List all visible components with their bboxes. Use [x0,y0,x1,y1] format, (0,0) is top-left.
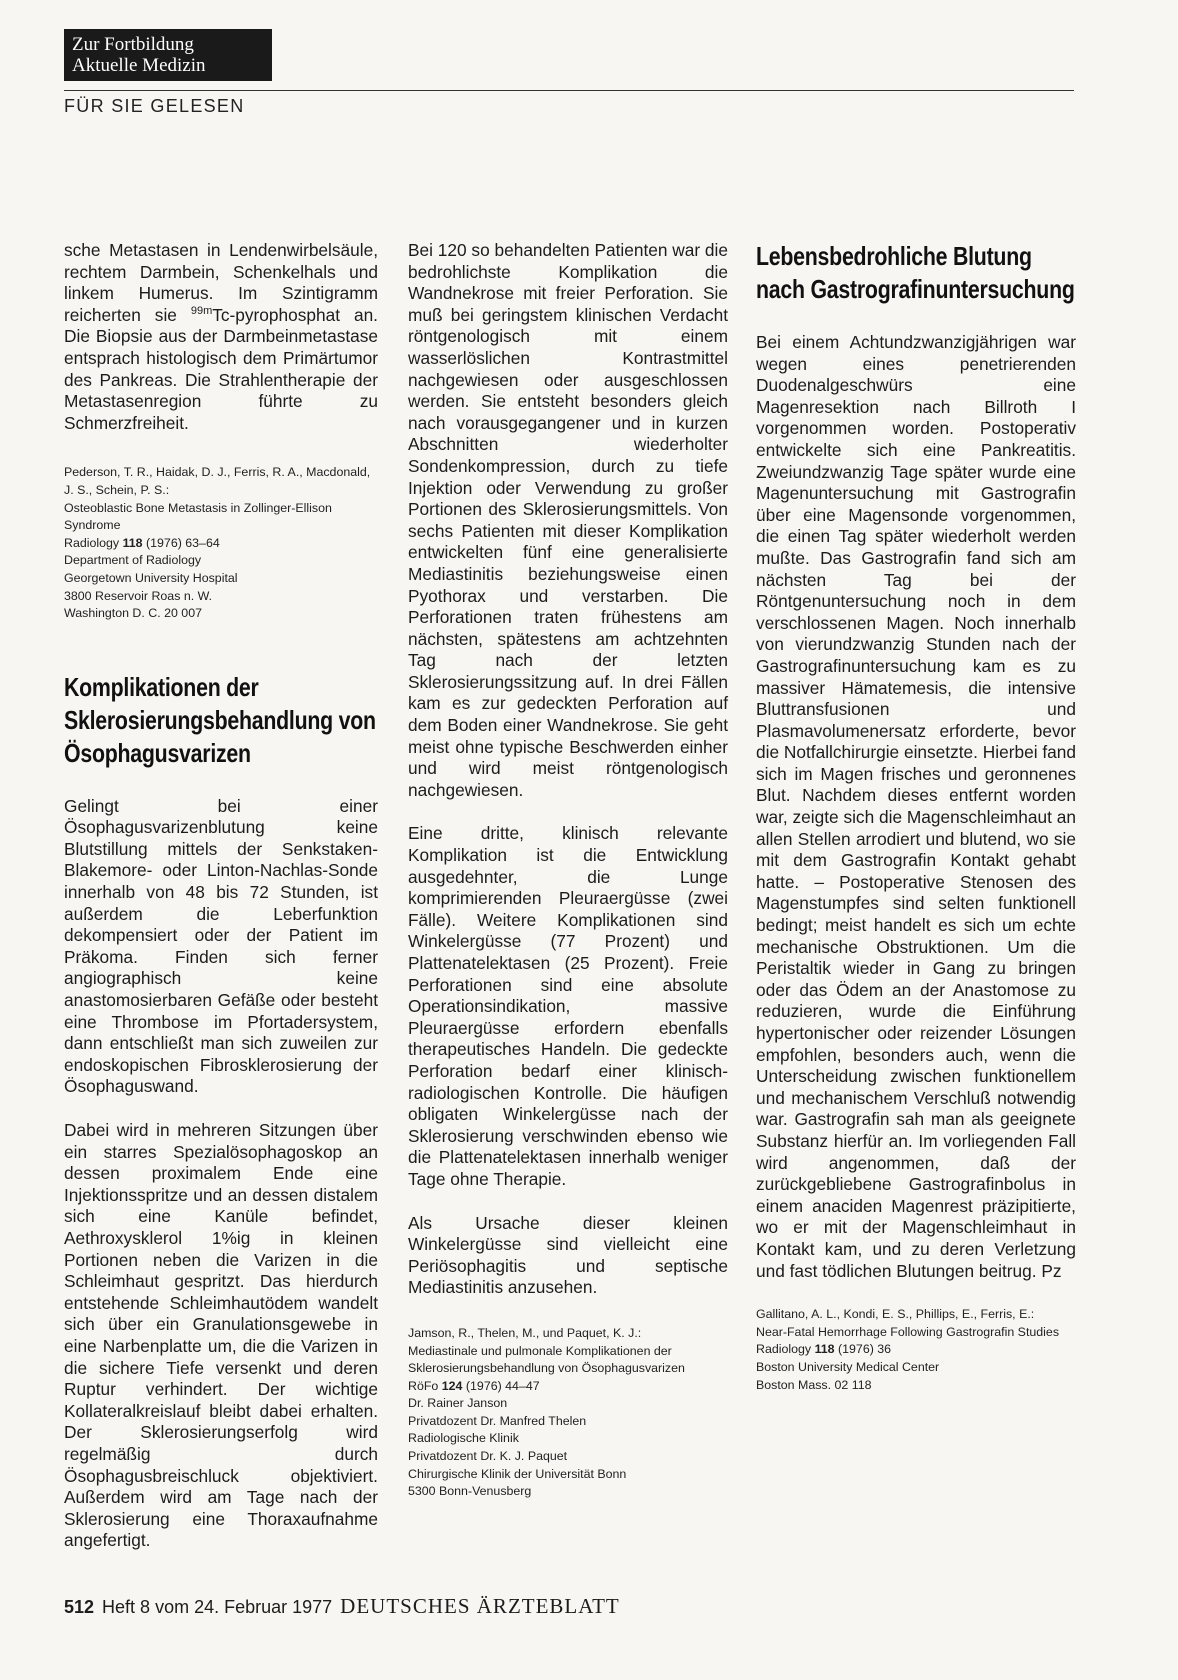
ref-pages: (1976) 63–64 [146,535,220,550]
paragraph: Bei 120 so behandelten Patienten war die bedrohlichste Komplikation die Wandnekrose mit freier Perforation. Sie muß bei geringstem klinischen Verdacht röntgenologisch mit einem wasserlöslichen Kontrastmittel nachgewiesen oder ausgeschlossen werden. Sie entsteht besonders gleich nach vorausgegangener und in kurzen Abschnitten wiederholter Sondenkompression, durch zu tiefe Injektion oder Verwendung zu großer Portionen des Sklerosierungsmittels. Von sechs Patienten mit dieser Komplikation entwickelten fünf eine generalisierte Mediastinitis beziehungsweise einen Pyothorax und verstarben. Die Perforationen traten frühestens am nächsten, spätestens am achtzehnten Tag nach der letzten Sklerosierungssitzung auf. In drei Fällen kam es zur gedeckten Perforation auf dem Boden einer Wandnekrose. Sie geht meist ohne typische Beschwerden einher und wird meist röntgenologisch nachgewiesen. [408,240,728,800]
ref-address-line: Radiologische Klinik [408,1431,519,1446]
ref-address-line: Privatdozent Dr. Manfred Thelen [408,1413,587,1428]
paragraph: Als Ursache dieser kleinen Winkelergüsse sind vielleicht eine Periösophagitis und septische Mediastinitis anzusehen. [408,1212,728,1298]
ref-journal: Radiology [64,535,120,550]
column-1 [64,240,378,1552]
issue-info: Heft 8 vom 24. Februar 1977 [102,1597,333,1617]
header-rule [64,90,1074,91]
ref-pages: (1976) 36 [838,1342,892,1357]
journal-name: DEUTSCHES ÄRZTEBLATT [340,1594,620,1618]
ref-volume: 124 [441,1378,463,1393]
ref-citation [64,535,378,553]
continuation-text-a: sche Metastasen in Lendenwirbelsäule, rechtem Darmbein, Schenkelhals und linkem Humerus. Im Szintigramm reicherten sie [64,240,378,325]
article-continuation [64,240,378,434]
article-headline-gastrografin: Lebensbedrohliche Blutung nach Gastrografinuntersuchung [756,241,1075,304]
ref-address-line: Privatdozent Dr. K. J. Paquet [408,1449,568,1464]
ref-department: Department of Radiology [64,553,202,568]
ref-authors: Gallitano, A. L., Kondi, E. S., Phillips, E., Ferris, E.: [756,1307,1035,1322]
reference-jamson [408,1325,728,1501]
ref-authors: Pederson, T. R., Haidak, D. J., Ferris, R. A., Macdonald, J. S., Schein, P. S.: [64,465,371,497]
paragraph: Dabei wird in mehreren Sitzungen über ein starres Spezialösophagoskop an dessen proximalem Ende eine Injektionsspritze und an dessen distalem sich eine Kanüle befindet, Aethroxysklerol 1%ig in kleinen Portionen neben die Varizen in die Schleimhaut gespritzt. Das hierdurch entstehende Schleimhautödem wandelt sich über ein Granulationsgewebe in eine Narbenplatte um, die die Varizen in die sichere Tiefe versenkt und deren Ruptur verhindert. Der wichtige Kollateralkreislauf bleibt dabei erhalten. Der Sklerosierungserfolg wird regelmäßig durch Ösophagusbreischluck objektiviert. Außerdem wird am Tage nach der Sklerosierung eine Thoraxaufnahme angefertigt. [64,1120,378,1551]
ref-city: Washington D. C. 20 007 [64,606,202,621]
ref-journal: Radiology [756,1342,812,1357]
ref-hospital: Georgetown University Hospital [64,570,238,585]
ref-pages: (1976) 44–47 [465,1378,540,1393]
ref-address-line: Boston University Medical Center [756,1359,940,1374]
paragraph: Eine dritte, klinisch relevante Komplikation ist die Entwicklung ausgedehnter, die Lunge komprimierenden Pleuraergüsse (zwei Fälle). Weitere Komplikationen sind Winkelergüsse (77 Prozent) und Plattenatelektasen (25 Prozent). Freie Perforationen sind eine absolute Operationsindikation, massive Pleuraergüsse erfordern ebenfalls therapeutisches Handeln. Die gedeckte Perforation bedarf einer klinisch-radiologischen Kontrolle. Die häufigen obligaten Winkelergüsse nach der Sklerosierung verschwinden ebenso wie die Plattenatelektasen innerhalb weniger Tage ohne Therapie. [408,823,728,1189]
ref-title: Mediastinale und pulmonale Komplikationen der Sklerosierungsbehandlung von Ösophagusvarizen [408,1343,685,1376]
page-number: 512 [64,1597,95,1617]
section-label: FÜR SIE GELESEN [64,96,245,116]
reference-gallitano [756,1306,1076,1394]
column-2 [408,240,728,1501]
rubric-line-2: Aktuelle Medizin [72,55,206,76]
page-footer [64,1594,620,1619]
ref-authors: Jamson, R., Thelen, M., und Paquet, K. J.: [408,1325,642,1340]
ref-address-line: Dr. Rainer Janson [408,1396,508,1411]
ref-volume: 118 [122,535,143,550]
ref-citation [756,1341,1076,1359]
article-headline-sklerosierung: Komplikationen der Sklerosierungsbehandlung von Ösophagusvarizen [64,671,376,768]
continuation-text-b: Tc-pyrophosphat an. Die Biopsie aus der Darmbeinmetastase entsprach histologisch dem Primärtumor des Pankreas. Die Strahlentherapie der Metastasenregion führte zu Schmerzfreiheit. [64,304,378,433]
ref-citation [408,1378,728,1396]
ref-journal: RöFo [408,1378,439,1393]
paragraph: Gelingt bei einer Ösophagusvarizenblutung keine Blutstillung mittels der Senkstaken-Blakemore- oder Linton-Nachlas-Sonde innerhalb von 48 bis 72 Stunden, ist außerdem die Leberfunktion dekompensiert oder der Patient im Präkoma. Finden sich ferner angiographisch keine anastomosierbaren Gefäße oder besteht eine Thrombose im Pfortadersystem, dann entschließt man sich zuweilen zur endoskopischen Fibrosklerosierung der Ösophaguswand. [64,795,378,1097]
ref-address-line: 5300 Bonn-Venusberg [408,1484,532,1499]
ref-address-line: Boston Mass. 02 118 [756,1377,872,1392]
isotope-superscript: 99m [190,305,213,318]
rubric-badge [64,29,272,81]
ref-address-line: Chirurgische Klinik der Universität Bonn [408,1466,627,1481]
ref-volume: 118 [814,1342,835,1357]
paragraph: Bei einem Achtundzwanzigjährigen war wegen eines penetrierenden Duodenalgeschwürs eine Magenresektion nach Billroth I vorgenommen worden. Postoperativ entwickelte sich eine Pankreatitis. Zweiundzwanzig Tage später wurde eine Magenuntersuchung mit Gastrografin über eine Magensonde vorgenommen, die einen Tag später wiederholt werden mußte. Das Gastrografin fand sich am nächsten Tag bei der Röntgenuntersuchung noch in dem verschlossenen Magen. Noch innerhalb von vierundzwanzig Stunden nach der Gastrografinuntersuchung kam es zu massiver Hämatemesis, die intensive Bluttransfusionen und Plasmavolumenersatz erforderte, bevor die Notfallchirurgie einsetzte. Hierbei fand sich im Magen frisches und geronnenes Blut. Nachdem dieses entfernt worden war, zeigte sich die Magenschleimhaut an allen Stellen arrodiert und blutend, wo sie mit dem Gastrografin Kontakt gehabt hatte. – Postoperative Stenosen des Magenstumpfes sind selten funktionell bedingt; meist handelt es sich um echte mechanische Obstruktionen. Um die Peristaltik wieder in Gang zu bringen oder das Ödem an der Anastomose zu reduzieren, wurde die Einführung hypertonischer oder reizender Lösungen empfohlen, besonders auch, wenn die Unterscheidung zwischen funktionellem und mechanischem Verschluß notwendig war. Gastrografin sah man als geeignete Substanz hierfür an. Im vorliegenden Fall wird angenommen, daß der zurückgebliebene Gastrografinbolus in einem anaciden Magenrest präzipitierte, wo er mit der Magenschleimhaut in Kontakt kam, und zu deren Verletzung und fast tödlichen Blutungen beitrug. Pz [756,332,1076,1281]
ref-title: Osteoblastic Bone Metastasis in Zollinger-Ellison Syndrome [64,500,332,533]
column-3 [756,240,1076,1394]
ref-title: Near-Fatal Hemorrhage Following Gastrografin Studies [756,1324,1060,1339]
ref-street: 3800 Reservoir Roas n. W. [64,588,213,603]
reference-pederson [64,464,378,622]
rubric-line-1: Zur Fortbildung [72,34,194,55]
